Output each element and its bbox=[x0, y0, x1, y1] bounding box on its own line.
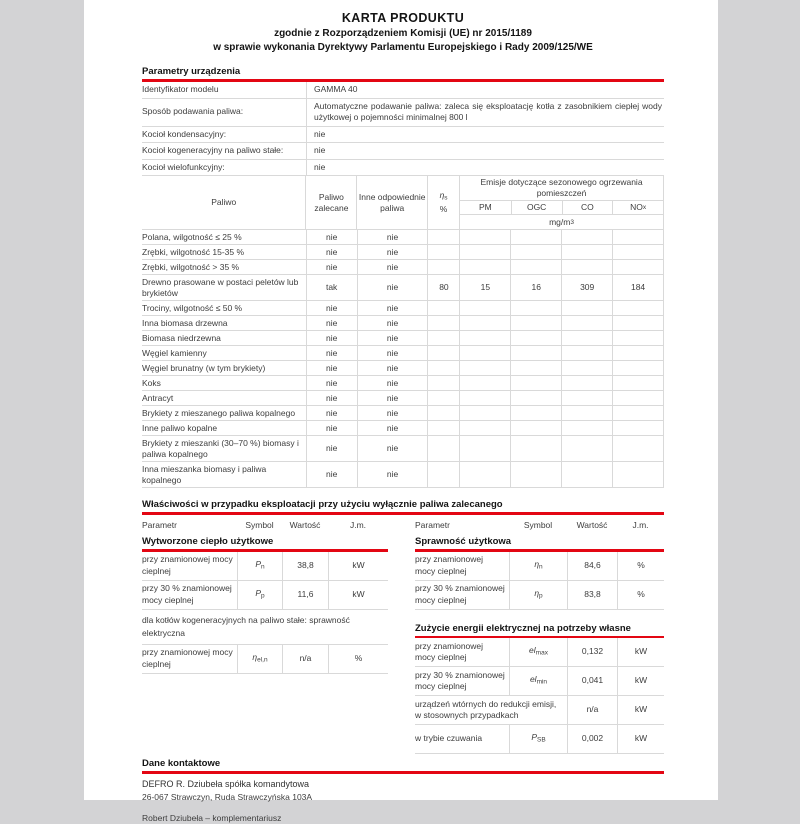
row-value: 0,002 bbox=[567, 725, 617, 753]
fuel-eta bbox=[427, 346, 459, 360]
properties-header-row bbox=[142, 518, 388, 533]
row-unit: % bbox=[328, 645, 388, 673]
fuel-row bbox=[142, 230, 663, 245]
row-value: 0,132 bbox=[567, 638, 617, 666]
fuel-recommended: nie bbox=[306, 462, 357, 487]
fuel-eta bbox=[427, 462, 459, 487]
row-symbol: $\eta_p$ bbox=[509, 581, 567, 609]
fuel-row bbox=[142, 406, 663, 421]
fuel-eta bbox=[427, 376, 459, 390]
fuel-name: Inna biomasa drzewna bbox=[142, 317, 228, 328]
column-header-nox: NO x bbox=[612, 201, 663, 214]
fuel-pm bbox=[459, 331, 510, 345]
table-row bbox=[142, 99, 664, 127]
column-header-pm: PM bbox=[479, 202, 492, 212]
fuel-other: nie bbox=[357, 346, 428, 360]
fuel-co bbox=[561, 316, 612, 330]
fuel-ogc bbox=[510, 406, 561, 420]
section-title-properties: Właściwości w przypadku eksploatacji przy użyciu wyłącznie paliwa zalecanego bbox=[142, 499, 503, 510]
fuel-row bbox=[142, 361, 663, 376]
table-row bbox=[415, 725, 664, 754]
fuel-co bbox=[561, 331, 612, 345]
row-unit: % bbox=[617, 581, 664, 609]
device-parameters-table bbox=[142, 82, 664, 176]
fuel-recommended: nie bbox=[306, 391, 357, 405]
fuel-other: nie bbox=[357, 361, 428, 375]
table-row bbox=[415, 638, 664, 667]
fuel-ogc bbox=[510, 346, 561, 360]
fuel-row bbox=[142, 462, 663, 488]
fuel-name: Węgiel brunatny (w tym brykiety) bbox=[142, 362, 266, 373]
document-page bbox=[84, 0, 718, 823]
row-unit: kW bbox=[328, 552, 388, 580]
eta-unit: % bbox=[439, 203, 448, 214]
fuel-co bbox=[561, 245, 612, 259]
row-value: n/a bbox=[567, 696, 617, 724]
col-unit: J.m. bbox=[632, 519, 649, 530]
row-symbol: $el_{min}$ bbox=[509, 667, 567, 695]
fuel-name: Trociny, wilgotność ≤ 50 % bbox=[142, 302, 243, 313]
fuel-ogc bbox=[510, 230, 561, 244]
fuel-name: Koks bbox=[142, 377, 161, 388]
table-row bbox=[415, 696, 664, 725]
fuel-co bbox=[561, 260, 612, 274]
row-label: Kocioł kondensacyjny: bbox=[142, 128, 227, 139]
table-row bbox=[415, 581, 664, 610]
row-label: Kocioł wielofunkcyjny: bbox=[142, 161, 225, 172]
fuel-pm bbox=[459, 421, 510, 435]
fuel-ogc bbox=[510, 260, 561, 274]
fuel-row bbox=[142, 301, 663, 316]
fuel-other: nie bbox=[357, 301, 428, 315]
row-value: nie bbox=[306, 160, 664, 176]
cogeneration-note: dla kotłów kogeneracyjnych na paliwo stałe: sprawność elektryczna bbox=[142, 610, 388, 645]
document-title: KARTA PRODUKTU bbox=[341, 11, 465, 25]
fuel-pm bbox=[459, 230, 510, 244]
fuel-ogc bbox=[510, 301, 561, 315]
fuel-recommended: nie bbox=[306, 301, 357, 315]
fuel-nox bbox=[612, 406, 663, 420]
fuel-other: nie bbox=[357, 230, 428, 244]
fuel-recommended: nie bbox=[306, 361, 357, 375]
row-value: n/a bbox=[282, 645, 328, 673]
fuel-nox bbox=[612, 436, 663, 461]
fuel-pm bbox=[459, 391, 510, 405]
company-name: DEFRO R. Dziubeła spółka komandytowa bbox=[142, 779, 310, 789]
row-symbol: $P_p$ bbox=[237, 581, 282, 609]
fuel-recommended: nie bbox=[306, 436, 357, 461]
fuel-name: Drewno prasowane w postaci peletów lub brykietów bbox=[142, 276, 299, 298]
fuel-ogc bbox=[510, 316, 561, 330]
row-symbol: $P_{SB}$ bbox=[509, 725, 567, 753]
row-label: urządzeń wtórnych do redukcji emisji, w stosownych przypadkach bbox=[415, 698, 557, 720]
fuel-co bbox=[561, 436, 612, 461]
col-param: Parametr bbox=[142, 519, 177, 530]
row-label: przy 30 % znamionowej mocy cieplnej bbox=[142, 583, 232, 605]
fuel-nox: 184 bbox=[612, 275, 663, 300]
fuel-table-header bbox=[142, 176, 663, 230]
fuel-eta bbox=[427, 230, 459, 244]
fuel-pm bbox=[459, 301, 510, 315]
fuel-nox bbox=[612, 376, 663, 390]
fuel-other: nie bbox=[357, 406, 428, 420]
fuel-eta bbox=[427, 361, 459, 375]
row-label: w trybie czuwania bbox=[415, 733, 483, 744]
fuel-row bbox=[142, 331, 663, 346]
fuel-other: nie bbox=[357, 260, 428, 274]
fuel-name: Brykiety z mieszanki (30–70 %) biomasy i paliwa kopalnego bbox=[142, 437, 299, 459]
fuel-pm bbox=[459, 462, 510, 487]
table-row bbox=[142, 581, 388, 610]
fuel-row bbox=[142, 421, 663, 436]
section-title-parameters: Parametry urządzenia bbox=[142, 66, 241, 77]
emissions-title: Emisje dotyczące sezonowego ogrzewania pomieszczeń bbox=[460, 176, 663, 201]
document-content bbox=[84, 0, 718, 824]
emissions-unit: mg/m 3 bbox=[549, 216, 574, 227]
row-label: przy 30 % znamionowej mocy cieplnej bbox=[415, 669, 505, 691]
fuel-eta bbox=[427, 406, 459, 420]
efficiency-and-power-table bbox=[415, 518, 664, 754]
fuel-co bbox=[561, 406, 612, 420]
fuel-eta bbox=[427, 316, 459, 330]
fuel-pm bbox=[459, 361, 510, 375]
spacer bbox=[415, 610, 664, 620]
subsection-efficiency-title: Sprawność użytkowa bbox=[415, 536, 512, 547]
column-header-fuel: Paliwo bbox=[211, 197, 237, 207]
fuel-recommended: nie bbox=[306, 260, 357, 274]
fuel-name: Polana, wilgotność ≤ 25 % bbox=[142, 231, 242, 242]
fuel-nox bbox=[612, 361, 663, 375]
row-unit: % bbox=[617, 552, 664, 580]
fuel-ogc bbox=[510, 391, 561, 405]
row-unit: kW bbox=[617, 725, 664, 753]
fuel-eta bbox=[427, 391, 459, 405]
col-param: Parametr bbox=[415, 519, 450, 530]
row-value: 11,6 bbox=[282, 581, 328, 609]
fuel-recommended: nie bbox=[306, 230, 357, 244]
fuel-nox bbox=[612, 230, 663, 244]
fuel-row bbox=[142, 316, 663, 331]
contact-section bbox=[142, 758, 664, 824]
fuel-co bbox=[561, 301, 612, 315]
fuel-co bbox=[561, 421, 612, 435]
fuel-recommended: nie bbox=[306, 406, 357, 420]
fuel-eta bbox=[427, 436, 459, 461]
fuel-nox bbox=[612, 331, 663, 345]
fuel-pm bbox=[459, 376, 510, 390]
fuel-name: Węgiel kamienny bbox=[142, 347, 207, 358]
table-row bbox=[142, 160, 664, 177]
fuel-pm bbox=[459, 260, 510, 274]
fuel-name: Antracyt bbox=[142, 392, 174, 403]
row-symbol: $el_{max}$ bbox=[509, 638, 567, 666]
fuel-eta: 80 bbox=[427, 275, 459, 300]
eta-symbol: η bbox=[439, 190, 445, 201]
row-unit: kW bbox=[617, 667, 664, 695]
red-divider bbox=[142, 512, 664, 515]
contact-person: Robert Dziubeła – komplementariusz bbox=[142, 813, 282, 823]
fuel-row bbox=[142, 245, 663, 260]
fuel-other: nie bbox=[357, 245, 428, 259]
col-value: Wartość bbox=[289, 519, 321, 530]
row-unit: kW bbox=[617, 638, 664, 666]
row-value: Automatyczne podawanie paliwa: zaleca się eksploatację kotła z zasobnikiem ciepłej wody użytkowej o pojemności minimalnej 800 l bbox=[306, 99, 664, 126]
column-header-co: CO bbox=[562, 201, 613, 214]
table-row bbox=[142, 552, 388, 581]
row-label: Identyfikator modelu bbox=[142, 84, 219, 94]
fuel-recommended: nie bbox=[306, 421, 357, 435]
fuel-co bbox=[561, 462, 612, 487]
fuel-ogc bbox=[510, 361, 561, 375]
fuel-row bbox=[142, 436, 663, 462]
fuel-nox bbox=[612, 301, 663, 315]
fuel-row bbox=[142, 346, 663, 361]
fuel-ogc bbox=[510, 331, 561, 345]
fuel-ogc bbox=[510, 462, 561, 487]
row-value: nie bbox=[306, 127, 664, 143]
row-label: przy znamionowej mocy cieplnej bbox=[415, 554, 484, 576]
fuel-co bbox=[561, 376, 612, 390]
table-row bbox=[142, 645, 388, 674]
fuel-name: Zrębki, wilgotność 15-35 % bbox=[142, 246, 245, 257]
fuel-pm bbox=[459, 245, 510, 259]
red-divider bbox=[142, 771, 664, 774]
fuel-pm: 15 bbox=[459, 275, 510, 300]
fuel-nox bbox=[612, 346, 663, 360]
fuel-other: nie bbox=[357, 462, 428, 487]
properties-columns bbox=[142, 518, 664, 754]
fuel-ogc bbox=[510, 245, 561, 259]
fuel-pm bbox=[459, 316, 510, 330]
row-label: przy znamionowej mocy cieplnej bbox=[142, 647, 233, 669]
properties-header-row bbox=[415, 518, 664, 533]
row-value: nie bbox=[306, 143, 664, 159]
fuel-nox bbox=[612, 260, 663, 274]
fuel-ogc bbox=[510, 436, 561, 461]
fuel-nox bbox=[612, 316, 663, 330]
fuel-eta bbox=[427, 245, 459, 259]
fuel-recommended: nie bbox=[306, 331, 357, 345]
fuel-ogc bbox=[510, 421, 561, 435]
fuel-co bbox=[561, 346, 612, 360]
row-value: 84,6 bbox=[567, 552, 617, 580]
row-label: Sposób podawania paliwa: bbox=[142, 106, 244, 117]
company-address: 26-067 Strawczyn, Ruda Strawczyńska 103A bbox=[142, 792, 313, 802]
fuel-name: Zrębki, wilgotność > 35 % bbox=[142, 261, 240, 272]
row-unit: kW bbox=[617, 696, 664, 724]
section-title-contact: Dane kontaktowe bbox=[142, 758, 221, 769]
fuel-row bbox=[142, 275, 663, 301]
fuel-recommended: nie bbox=[306, 376, 357, 390]
col-symbol: Symbol bbox=[523, 519, 553, 530]
fuel-pm bbox=[459, 436, 510, 461]
fuel-nox bbox=[612, 421, 663, 435]
fuel-co: 309 bbox=[561, 275, 612, 300]
fuel-pm bbox=[459, 406, 510, 420]
fuel-row bbox=[142, 376, 663, 391]
fuel-name: Brykiety z mieszanego paliwa kopalnego bbox=[142, 407, 296, 418]
row-symbol: $\eta_n$ bbox=[509, 552, 567, 580]
row-symbol: $P_n$ bbox=[237, 552, 282, 580]
eta-subscript: s bbox=[444, 194, 448, 202]
fuel-name: Inna mieszanka biomasy i paliwa kopalnego bbox=[142, 463, 267, 485]
fuel-recommended: tak bbox=[306, 275, 357, 300]
document-subtitle-2: w sprawie wykonania Dyrektywy Parlamentu Europejskiego i Rady 2009/125/WE bbox=[213, 42, 593, 53]
fuel-other: nie bbox=[357, 391, 428, 405]
fuel-nox bbox=[612, 391, 663, 405]
row-label: przy znamionowej mocy cieplnej bbox=[142, 554, 233, 576]
subsection-heat-title: Wytworzone ciepło użytkowe bbox=[142, 536, 274, 547]
row-label: przy 30 % znamionowej mocy cieplnej bbox=[415, 583, 505, 605]
fuel-other: nie bbox=[357, 316, 428, 330]
fuel-name: Inne paliwo kopalne bbox=[142, 422, 218, 433]
column-header-eta bbox=[427, 176, 459, 229]
fuel-other: nie bbox=[357, 421, 428, 435]
fuel-eta bbox=[427, 301, 459, 315]
fuel-table bbox=[142, 176, 664, 488]
column-header-other-fuels: Inne odpowiednie paliwa bbox=[356, 176, 427, 229]
fuel-recommended: nie bbox=[306, 346, 357, 360]
column-header-recommended: Paliwo zalecane bbox=[305, 176, 356, 229]
row-value: 0,041 bbox=[567, 667, 617, 695]
fuel-other: nie bbox=[357, 331, 428, 345]
table-row bbox=[142, 143, 664, 160]
table-row bbox=[415, 667, 664, 696]
fuel-co bbox=[561, 391, 612, 405]
fuel-name: Biomasa niedrzewna bbox=[142, 332, 221, 343]
emissions-columns bbox=[460, 201, 663, 215]
emissions-header-group bbox=[459, 176, 663, 229]
fuel-other: nie bbox=[357, 275, 428, 300]
row-unit: kW bbox=[328, 581, 388, 609]
row-value: GAMMA 40 bbox=[306, 82, 664, 98]
table-row bbox=[415, 552, 664, 581]
table-row bbox=[142, 82, 664, 99]
fuel-co bbox=[561, 361, 612, 375]
fuel-ogc: 16 bbox=[510, 275, 561, 300]
heat-output-table bbox=[142, 518, 388, 674]
fuel-eta bbox=[427, 260, 459, 274]
subsection-power-title: Zużycie energii elektrycznej na potrzeby własne bbox=[415, 622, 631, 634]
row-value: 38,8 bbox=[282, 552, 328, 580]
fuel-other: nie bbox=[357, 436, 428, 461]
table-row bbox=[142, 127, 664, 144]
fuel-nox bbox=[612, 462, 663, 487]
fuel-co bbox=[561, 230, 612, 244]
fuel-recommended: nie bbox=[306, 245, 357, 259]
row-value: 83,8 bbox=[567, 581, 617, 609]
fuel-eta bbox=[427, 421, 459, 435]
row-label: Kocioł kogeneracyjny na paliwo stałe: bbox=[142, 145, 284, 155]
col-unit: J.m. bbox=[349, 519, 367, 530]
column-header-ogc: OGC bbox=[511, 201, 562, 214]
document-header bbox=[142, 10, 664, 55]
row-symbol: $\eta_{el,n}$ bbox=[237, 645, 282, 673]
col-symbol: Symbol bbox=[245, 519, 274, 530]
document-subtitle-1: zgodnie z Rozporządzeniem Komisji (UE) nr 2015/1189 bbox=[274, 28, 532, 39]
fuel-ogc bbox=[510, 376, 561, 390]
fuel-eta bbox=[427, 331, 459, 345]
row-label: przy znamionowej mocy cieplnej bbox=[415, 640, 484, 662]
fuel-other: nie bbox=[357, 376, 428, 390]
fuel-row bbox=[142, 260, 663, 275]
fuel-nox bbox=[612, 245, 663, 259]
fuel-recommended: nie bbox=[306, 316, 357, 330]
fuel-pm bbox=[459, 346, 510, 360]
col-value: Wartość bbox=[576, 519, 608, 530]
fuel-row bbox=[142, 391, 663, 406]
